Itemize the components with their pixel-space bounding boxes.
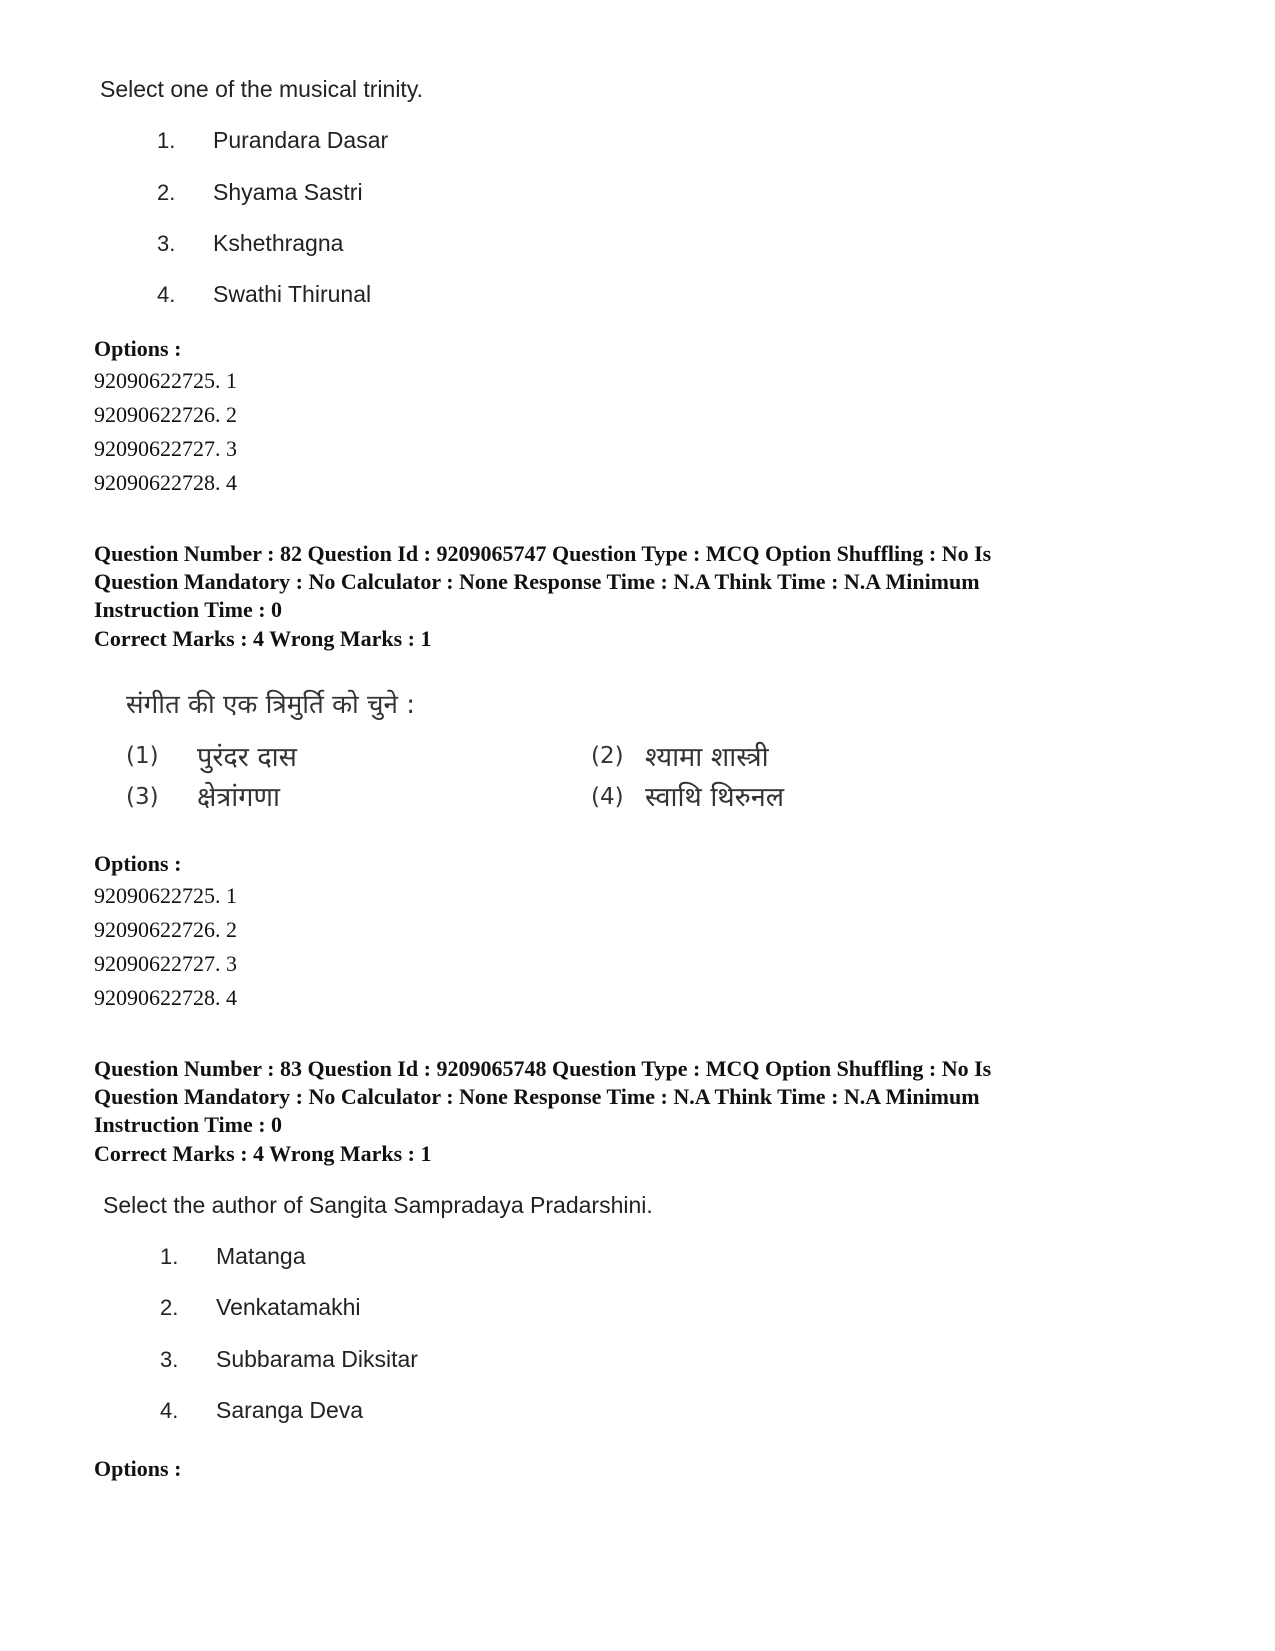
option-row: 92090622726. 2 (94, 917, 237, 942)
option-row: 92090622728. 4 (94, 985, 237, 1010)
question-meta-line: Question Number : 82 Question Id : 9209065747 Question Type : MCQ Option Shuffling : No Is (94, 541, 992, 566)
choice-text: Shyama Sastri (213, 179, 363, 205)
options-label: Options : (94, 851, 182, 876)
question-meta (94, 540, 1184, 624)
choice-number: 1. (157, 128, 176, 153)
choice-text: पुरंदर दास (197, 742, 297, 773)
option-row: 92090622726. 2 (94, 402, 237, 427)
question-meta-line: Instruction Time : 0 (94, 1112, 283, 1137)
choice-text: स्वाथि थिरुनल (645, 782, 785, 813)
question-meta-line: Question Mandatory : No Calculator : None Response Time : N.A Think Time : N.A Minimum (94, 569, 980, 594)
choice-text: श्यामा शास्त्री (645, 742, 769, 773)
marks-line: Correct Marks : 4 Wrong Marks : 1 (94, 626, 432, 651)
question-meta-line: Question Mandatory : No Calculator : None Response Time : N.A Think Time : N.A Minimum (94, 1084, 980, 1109)
choice-number: (1) (126, 743, 159, 769)
option-row: 92090622725. 1 (94, 368, 237, 393)
options-list (94, 364, 237, 500)
choice-number: (2) (591, 743, 624, 769)
question-meta (94, 1055, 1184, 1139)
choice-number: 3. (157, 231, 176, 256)
choice-number: (3) (126, 784, 159, 810)
choice-number: 1. (160, 1244, 179, 1269)
choice-text: Venkatamakhi (216, 1294, 361, 1320)
question-meta-line: Instruction Time : 0 (94, 597, 283, 622)
option-row: 92090622727. 3 (94, 436, 237, 461)
options-label: Options : (94, 1456, 182, 1481)
choice-text: Saranga Deva (216, 1397, 364, 1423)
choice-text: Purandara Dasar (213, 127, 389, 153)
question-text: Select the author of Sangita Sampradaya Pradarshini. (103, 1192, 653, 1218)
question-text: Select one of the musical trinity. (100, 76, 423, 102)
choice-number: 2. (157, 180, 176, 205)
marks-line: Correct Marks : 4 Wrong Marks : 1 (94, 1141, 432, 1166)
choice-text: Matanga (216, 1243, 306, 1269)
choice-number: 4. (157, 282, 176, 307)
choice-text: क्षेत्रांगणा (197, 782, 280, 813)
choice-text: Subbarama Diksitar (216, 1346, 418, 1372)
choice-number: 3. (160, 1347, 179, 1372)
hindi-question-text: संगीत की एक त्रिमुर्ति को चुने : (126, 690, 415, 720)
choice-text: Kshethragna (213, 230, 344, 256)
options-label: Options : (94, 336, 182, 361)
option-row: 92090622727. 3 (94, 951, 237, 976)
option-row: 92090622728. 4 (94, 470, 237, 495)
choice-text: Swathi Thirunal (213, 281, 372, 307)
option-row: 92090622725. 1 (94, 883, 237, 908)
choice-number: 2. (160, 1295, 179, 1320)
choice-number: (4) (591, 784, 624, 810)
options-list (94, 879, 237, 1015)
choice-number: 4. (160, 1398, 179, 1423)
question-meta-line: Question Number : 83 Question Id : 9209065748 Question Type : MCQ Option Shuffling : No Is (94, 1056, 992, 1081)
